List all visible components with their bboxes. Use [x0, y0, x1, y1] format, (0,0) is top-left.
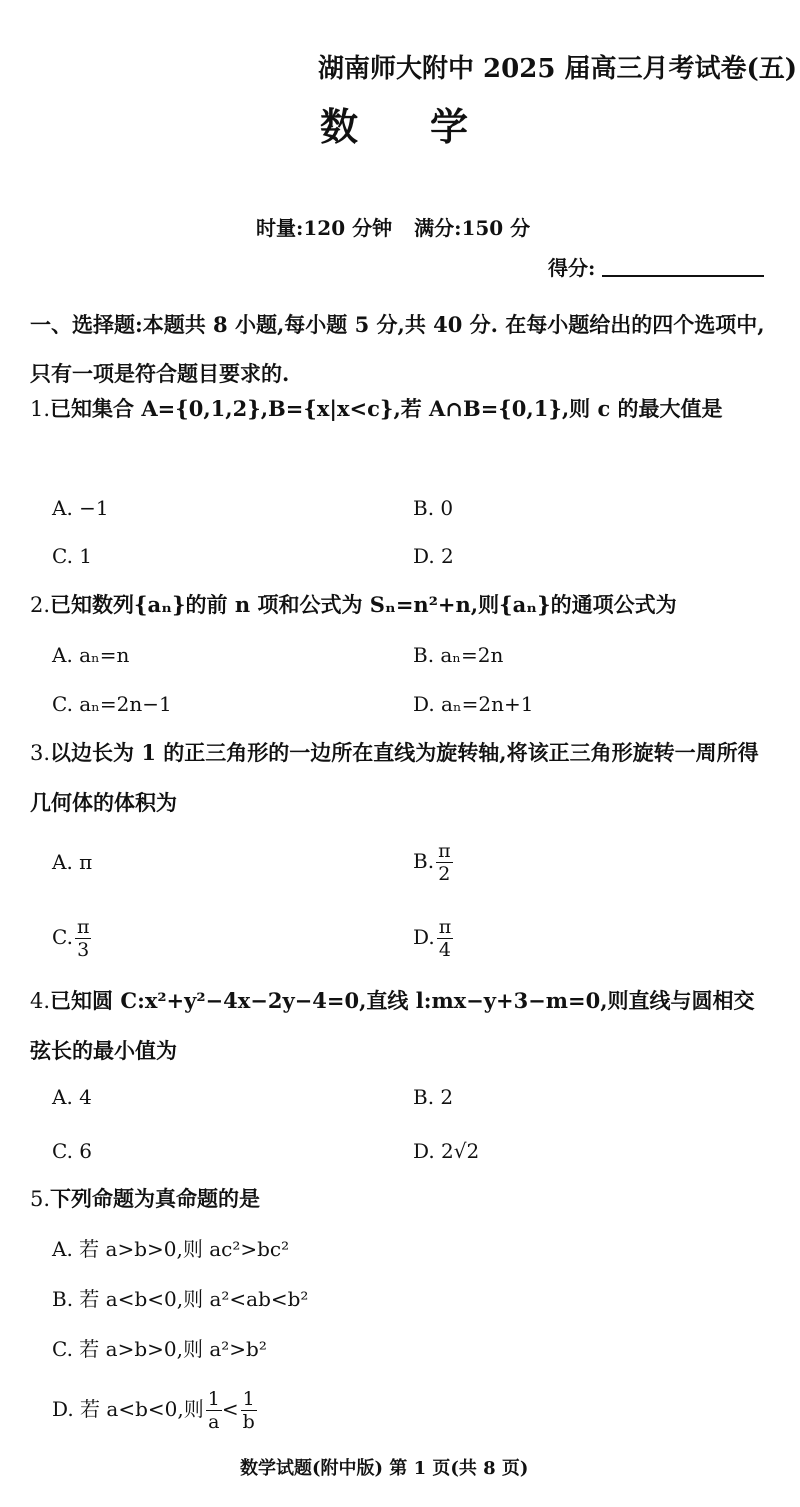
section-1-heading: 一、选择题:本题共 8 小题,每小题 5 分,共 40 分. 在每小题给出的四个选项中,只有一项是符合题目要求的. [30, 312, 765, 386]
fraction-left: $\frac{1}{a}$ [207, 1388, 220, 1433]
fraction: $\frac{\pi}{2}$ [438, 840, 451, 885]
q3-option-b[interactable] [413, 840, 453, 885]
option-label: C. [52, 925, 73, 949]
question-3 [30, 728, 772, 828]
q4-option-c[interactable]: C. 6 [52, 1139, 93, 1163]
q3-option-a[interactable]: A. π [52, 850, 93, 874]
question-text: 已知数列{aₙ}的前 n 项和公式为 Sₙ=n²+n,则{aₙ}的通项公式为 [50, 592, 677, 617]
q1-option-c[interactable]: C. 1 [52, 544, 93, 568]
q1-option-a[interactable]: A. −1 [52, 496, 109, 520]
q4-option-b[interactable]: B. 2 [413, 1085, 454, 1109]
question-number: 5. [30, 1187, 51, 1211]
subject-title [320, 96, 470, 151]
q2-option-b[interactable]: B. aₙ=2n [413, 643, 504, 667]
q3-option-d[interactable] [413, 916, 453, 961]
q5-option-d[interactable] [52, 1388, 257, 1433]
question-2 [30, 580, 772, 630]
question-4 [30, 976, 772, 1076]
fraction-right: $\frac{1}{b}$ [242, 1388, 255, 1433]
q5-option-b[interactable]: B. 若 a<b<0,则 a²<ab<b² [52, 1287, 309, 1311]
q4-option-d[interactable]: D. 2√2 [413, 1139, 480, 1163]
question-number: 1. [30, 397, 51, 421]
question-1 [30, 384, 772, 434]
question-number: 4. [30, 989, 51, 1013]
q2-option-d[interactable]: D. aₙ=2n+1 [413, 692, 534, 716]
q5-option-a[interactable]: A. 若 a>b>0,则 ac²>bc² [52, 1237, 290, 1261]
q2-option-c[interactable]: C. aₙ=2n−1 [52, 692, 172, 716]
question-text: 下列命题为真命题的是 [50, 1186, 261, 1211]
page-footer: 数学试题(附中版) 第 1 页(共 8 页) [240, 1458, 529, 1479]
q3-option-c[interactable] [52, 916, 91, 961]
subject-char-1: 数 [320, 104, 361, 149]
fraction: $\frac{\pi}{4}$ [438, 916, 452, 961]
subject-char-2: 学 [430, 104, 471, 149]
question-text: 已知集合 A={0,1,2},B={x|x<c},若 A∩B={0,1},则 c 的最大值是 [50, 396, 723, 421]
q1-option-b[interactable]: B. 0 [413, 496, 454, 520]
q1-option-d[interactable]: D. 2 [413, 544, 454, 568]
option-label: B. [413, 849, 435, 873]
full-score: 满分:150 分 [414, 216, 531, 240]
option-label: D. [413, 925, 435, 949]
question-number: 2. [30, 593, 51, 617]
q2-option-a[interactable]: A. aₙ=n [52, 643, 130, 667]
question-number: 3. [30, 741, 51, 765]
score-label: 得分: [548, 256, 596, 280]
less-than-sign: < [221, 1397, 239, 1421]
fraction: $\frac{\pi}{3}$ [76, 916, 90, 961]
question-5 [30, 1174, 772, 1224]
exam-title: 湖南师大附中 2025 届高三月考试卷(五) [318, 54, 798, 84]
score-blank-line[interactable] [602, 275, 764, 277]
exam-info [256, 212, 530, 241]
question-text: 以边长为 1 的正三角形的一边所在直线为旋转轴,将该正三角形旋转一周所得几何体的体积为 [30, 740, 759, 815]
q5-option-c[interactable]: C. 若 a>b>0,则 a²>b² [52, 1337, 267, 1361]
q4-option-a[interactable]: A. 4 [52, 1085, 92, 1109]
option-label: D. 若 a<b<0,则 [52, 1397, 204, 1421]
question-text: 已知圆 C:x²+y²−4x−2y−4=0,直线 l:mx−y+3−m=0,则直线与圆相交弦长的最小值为 [30, 988, 755, 1063]
time-limit: 时量:120 分钟 [256, 216, 393, 240]
